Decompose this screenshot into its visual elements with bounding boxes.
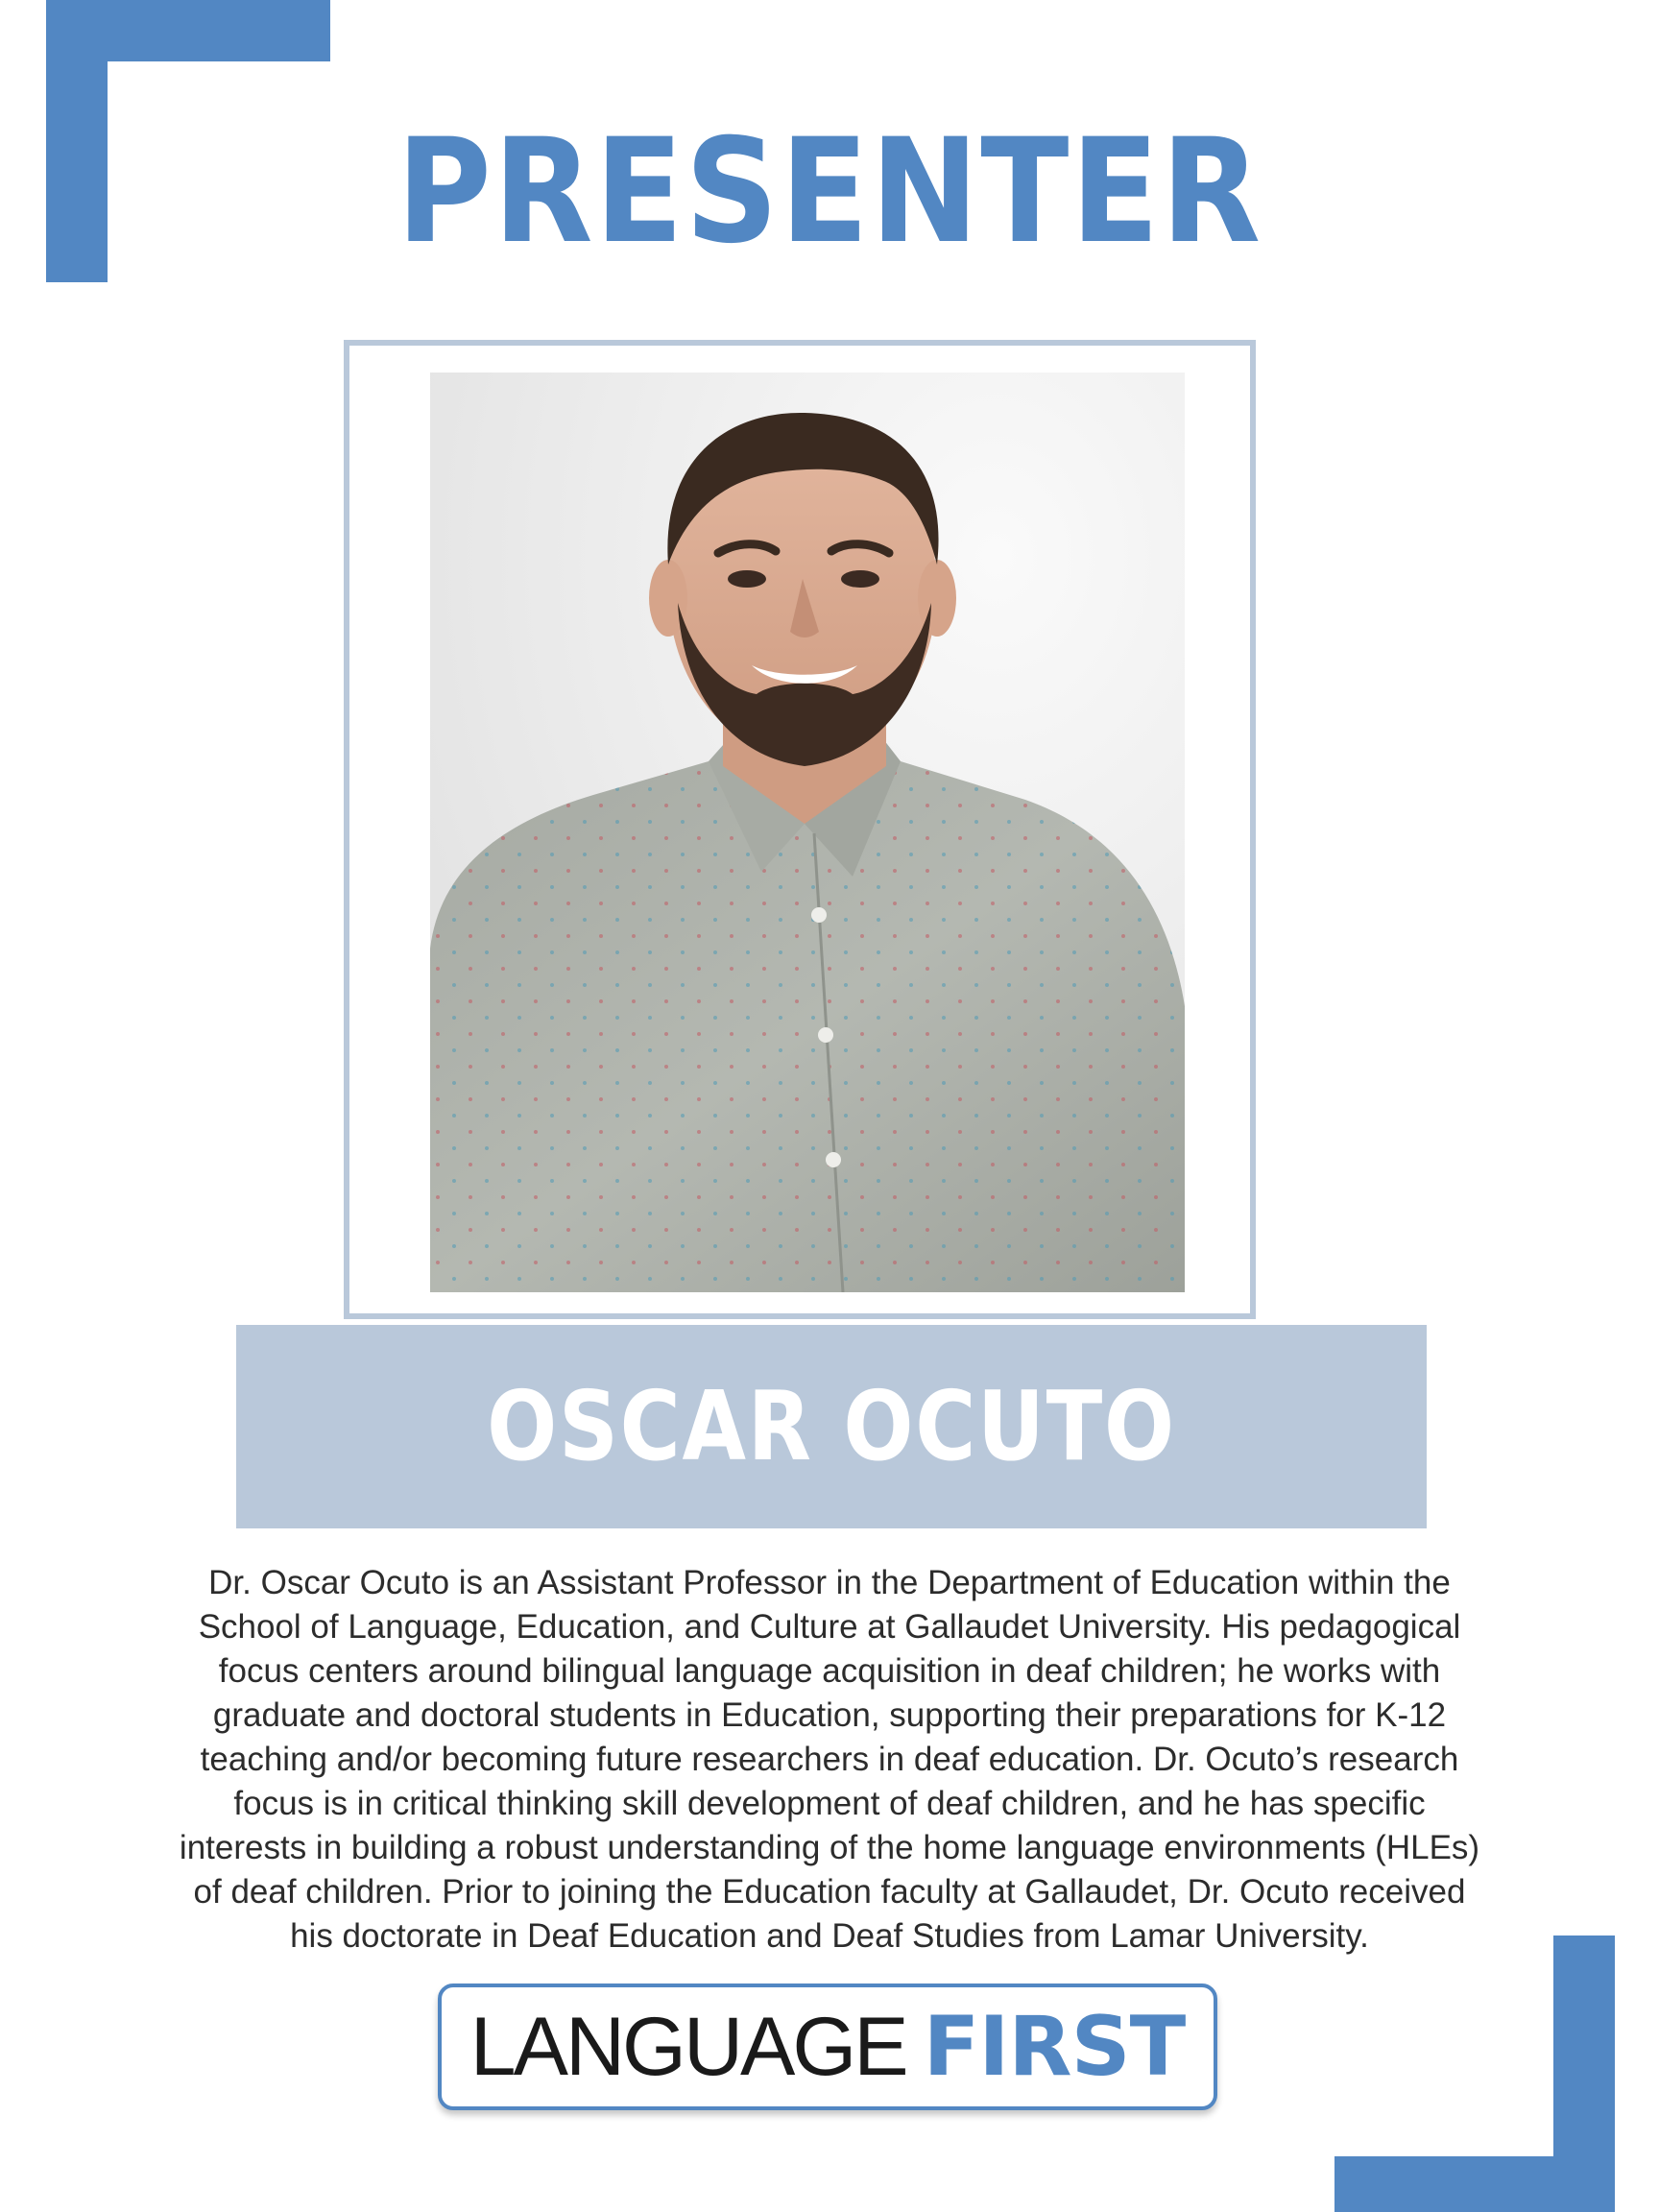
page-title: PRESENTER	[396, 108, 1262, 276]
bio-line: graduate and doctoral students in Education, supporting their preparations for K-12	[212, 1696, 1447, 1734]
logo-word-language: LANGUAGE	[469, 2000, 906, 2093]
bio-line: focus centers around bilingual language acquisition in deaf children; he works with	[218, 1652, 1441, 1690]
logo-word-first: FIRST	[923, 1999, 1186, 2095]
bio-line: School of Language, Education, and Culture at Gallaudet University. His pedagogical	[198, 1608, 1461, 1646]
bio-line: of deaf children. Prior to joining the Education faculty at Gallaudet, Dr. Ocuto received	[193, 1873, 1466, 1911]
corner-accent-bottom-horizontal	[1334, 2156, 1615, 2212]
bio-line: Dr. Oscar Ocuto is an Assistant Professor in the Department of Education within the	[208, 1564, 1451, 1601]
presenter-portrait	[430, 373, 1185, 1292]
bio-line: focus is in critical thinking skill development of deaf children, and he has specific	[233, 1785, 1426, 1822]
language-first-logo	[438, 1984, 1217, 2110]
bio-line: teaching and/or becoming future researchers in deaf education. Dr. Ocuto’s research	[200, 1741, 1459, 1778]
name-banner	[236, 1325, 1427, 1528]
presenter-bio	[38, 1561, 1621, 1959]
bio-line: his doctorate in Deaf Education and Deaf Studies from Lamar University.	[290, 1917, 1369, 1955]
bio-line: interests in building a robust understanding of the home language environments (HLEs)	[179, 1829, 1480, 1866]
presenter-name: OSCAR OCUTO	[487, 1370, 1176, 1482]
